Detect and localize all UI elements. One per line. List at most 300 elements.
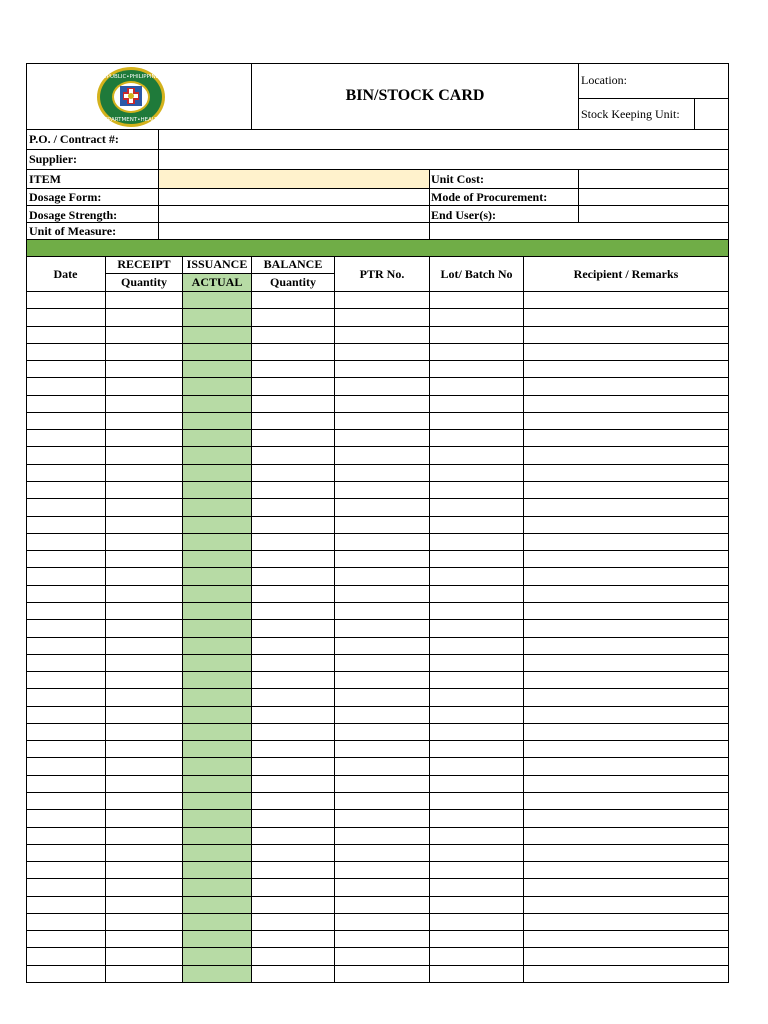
table-cell[interactable] [430, 292, 522, 308]
table-cell[interactable] [183, 309, 250, 325]
po-contract-label: P.O. / Contract #: [29, 132, 119, 146]
table-cell[interactable] [27, 638, 104, 654]
table-cell[interactable] [252, 672, 333, 688]
table-cell[interactable] [524, 327, 727, 343]
table-cell[interactable] [335, 758, 428, 774]
table-cell[interactable] [183, 292, 250, 308]
table-cell[interactable] [430, 862, 522, 878]
table-cell[interactable] [524, 724, 727, 740]
supplier-label: Supplier: [29, 152, 78, 166]
table-cell[interactable] [524, 482, 727, 498]
table-cell[interactable] [183, 482, 250, 498]
table-cell[interactable] [252, 309, 333, 325]
table-cell[interactable] [335, 620, 428, 636]
table-cell[interactable] [106, 465, 181, 481]
table-cell[interactable] [27, 482, 104, 498]
table-cell[interactable] [524, 931, 727, 947]
table-cell[interactable] [27, 655, 104, 671]
table-cell[interactable] [183, 447, 250, 463]
table-cell[interactable] [106, 499, 181, 515]
table-cell[interactable] [524, 430, 727, 446]
table-cell[interactable] [27, 344, 104, 360]
table-cell[interactable] [183, 724, 250, 740]
table-cell[interactable] [27, 914, 104, 930]
table-cell[interactable] [335, 689, 428, 705]
table-cell[interactable] [27, 327, 104, 343]
table-cell[interactable] [335, 517, 428, 533]
table-cell[interactable] [430, 776, 522, 792]
table-cell[interactable] [183, 378, 250, 394]
table-cell[interactable] [252, 396, 333, 412]
table-cell[interactable] [106, 620, 181, 636]
table-cell[interactable] [335, 378, 428, 394]
table-cell[interactable] [524, 638, 727, 654]
unit-cost-input[interactable] [580, 171, 727, 187]
table-cell[interactable] [252, 966, 333, 982]
table-cell[interactable] [106, 897, 181, 913]
sku-input[interactable] [696, 101, 727, 128]
table-cell[interactable] [27, 845, 104, 861]
table-cell[interactable] [430, 655, 522, 671]
table-cell[interactable] [252, 620, 333, 636]
table-cell[interactable] [27, 499, 104, 515]
table-cell[interactable] [335, 586, 428, 602]
table-cell[interactable] [430, 810, 522, 826]
table-cell[interactable] [524, 499, 727, 515]
table-cell[interactable] [335, 603, 428, 619]
table-cell[interactable] [106, 344, 181, 360]
table-cell[interactable] [252, 828, 333, 844]
table-cell[interactable] [106, 793, 181, 809]
table-cell[interactable] [524, 793, 727, 809]
table-cell[interactable] [335, 413, 428, 429]
table-cell[interactable] [430, 914, 522, 930]
table-cell[interactable] [430, 551, 522, 567]
table-cell[interactable] [27, 586, 104, 602]
table-cell[interactable] [335, 655, 428, 671]
table-cell[interactable] [106, 378, 181, 394]
table-cell[interactable] [183, 517, 250, 533]
location-input[interactable] [640, 66, 726, 96]
table-cell[interactable] [430, 447, 522, 463]
table-cell[interactable] [335, 931, 428, 947]
dosage-form-input[interactable] [160, 190, 428, 204]
table-cell[interactable] [106, 309, 181, 325]
table-cell[interactable] [524, 689, 727, 705]
table-cell[interactable] [430, 620, 522, 636]
table-cell[interactable] [183, 707, 250, 723]
table-cell[interactable] [183, 672, 250, 688]
table-cell[interactable] [524, 828, 727, 844]
table-cell[interactable] [252, 378, 333, 394]
table-cell[interactable] [183, 931, 250, 947]
table-cell[interactable] [524, 845, 727, 861]
table-cell[interactable] [183, 344, 250, 360]
table-cell[interactable] [335, 845, 428, 861]
table-cell[interactable] [430, 689, 522, 705]
table-cell[interactable] [106, 603, 181, 619]
table-cell[interactable] [27, 966, 104, 982]
table-cell[interactable] [430, 361, 522, 377]
col-issuance-actual-header: ACTUAL [191, 275, 243, 289]
table-cell[interactable] [183, 430, 250, 446]
table-cell[interactable] [430, 707, 522, 723]
table-cell[interactable] [27, 897, 104, 913]
table-cell[interactable] [524, 534, 727, 550]
table-cell[interactable] [524, 396, 727, 412]
table-cell[interactable] [524, 309, 727, 325]
table-cell[interactable] [27, 672, 104, 688]
col-receipt-quantity-header: Quantity [120, 275, 167, 289]
table-cell[interactable] [27, 430, 104, 446]
table-cell[interactable] [252, 447, 333, 463]
table-cell[interactable] [183, 897, 250, 913]
table-cell[interactable] [183, 966, 250, 982]
table-cell[interactable] [524, 758, 727, 774]
table-cell[interactable] [106, 396, 181, 412]
dosage-form-label: Dosage Form: [29, 190, 102, 204]
table-cell[interactable] [106, 828, 181, 844]
table-cell[interactable] [27, 776, 104, 792]
table-cell[interactable] [252, 482, 333, 498]
table-cell[interactable] [335, 810, 428, 826]
table-cell[interactable] [27, 793, 104, 809]
table-cell[interactable] [106, 948, 181, 964]
table-cell[interactable] [524, 551, 727, 567]
table-cell[interactable] [252, 758, 333, 774]
table-cell[interactable] [252, 430, 333, 446]
table-cell[interactable] [106, 776, 181, 792]
table-cell[interactable] [430, 465, 522, 481]
table-cell[interactable] [252, 689, 333, 705]
table-cell[interactable] [524, 413, 727, 429]
table-cell[interactable] [430, 568, 522, 584]
table-cell[interactable] [252, 914, 333, 930]
table-cell[interactable] [252, 948, 333, 964]
table-cell[interactable] [106, 914, 181, 930]
table-cell[interactable] [430, 948, 522, 964]
table-cell[interactable] [27, 707, 104, 723]
table-cell[interactable] [335, 914, 428, 930]
table-cell[interactable] [106, 534, 181, 550]
table-cell[interactable] [252, 741, 333, 757]
table-cell[interactable] [106, 586, 181, 602]
table-cell[interactable] [430, 931, 522, 947]
col-ptr-header: PTR No. [359, 267, 405, 281]
table-cell[interactable] [27, 447, 104, 463]
table-cell[interactable] [524, 603, 727, 619]
po-contract-input[interactable] [160, 131, 727, 148]
table-cell[interactable] [430, 534, 522, 550]
table-cell[interactable] [183, 568, 250, 584]
table-cell[interactable] [335, 327, 428, 343]
table-cell[interactable] [252, 327, 333, 343]
table-cell[interactable] [252, 845, 333, 861]
table-cell[interactable] [252, 413, 333, 429]
table-cell[interactable] [335, 568, 428, 584]
table-cell[interactable] [335, 862, 428, 878]
table-cell[interactable] [183, 862, 250, 878]
table-cell[interactable] [335, 966, 428, 982]
table-cell[interactable] [252, 568, 333, 584]
table-cell[interactable] [430, 603, 522, 619]
table-cell[interactable] [524, 378, 727, 394]
table-cell[interactable] [27, 828, 104, 844]
table-cell[interactable] [430, 879, 522, 895]
table-cell[interactable] [106, 931, 181, 947]
table-cell[interactable] [430, 413, 522, 429]
table-cell[interactable] [524, 810, 727, 826]
table-cell[interactable] [524, 914, 727, 930]
table-cell[interactable] [106, 966, 181, 982]
table-cell[interactable] [524, 707, 727, 723]
table-cell[interactable] [335, 707, 428, 723]
table-cell[interactable] [335, 724, 428, 740]
table-cell[interactable] [183, 327, 250, 343]
col-recipient-remarks-header: Recipient / Remarks [573, 267, 679, 281]
table-cell[interactable] [183, 586, 250, 602]
table-cell[interactable] [27, 551, 104, 567]
table-cell[interactable] [27, 361, 104, 377]
table-cell[interactable] [335, 672, 428, 688]
table-cell[interactable] [106, 327, 181, 343]
table-cell[interactable] [252, 344, 333, 360]
table-cell[interactable] [183, 534, 250, 550]
table-cell[interactable] [524, 447, 727, 463]
table-cell[interactable] [106, 689, 181, 705]
table-cell[interactable] [183, 879, 250, 895]
table-cell[interactable] [524, 741, 727, 757]
table-cell[interactable] [183, 741, 250, 757]
table-cell[interactable] [335, 776, 428, 792]
table-cell[interactable] [335, 879, 428, 895]
table-cell[interactable] [27, 862, 104, 878]
table-cell[interactable] [430, 966, 522, 982]
table-cell[interactable] [106, 482, 181, 498]
table-cell[interactable] [524, 862, 727, 878]
table-cell[interactable] [183, 603, 250, 619]
table-cell[interactable] [106, 810, 181, 826]
table-cell[interactable] [183, 776, 250, 792]
table-cell[interactable] [106, 517, 181, 533]
table-cell[interactable] [183, 361, 250, 377]
table-cell[interactable] [252, 603, 333, 619]
table-cell[interactable] [252, 517, 333, 533]
end-users-input[interactable] [580, 207, 727, 221]
table-cell[interactable] [524, 568, 727, 584]
table-cell[interactable] [252, 551, 333, 567]
supplier-input[interactable] [160, 151, 727, 168]
table-cell[interactable] [430, 897, 522, 913]
table-cell[interactable] [106, 879, 181, 895]
table-cell[interactable] [430, 586, 522, 602]
table-cell[interactable] [430, 309, 522, 325]
table-cell[interactable] [27, 309, 104, 325]
table-cell[interactable] [430, 638, 522, 654]
table-cell[interactable] [252, 465, 333, 481]
table-cell[interactable] [524, 344, 727, 360]
table-cell[interactable] [27, 517, 104, 533]
table-cell[interactable] [27, 620, 104, 636]
table-cell[interactable] [252, 534, 333, 550]
table-cell[interactable] [252, 879, 333, 895]
table-cell[interactable] [335, 396, 428, 412]
table-cell[interactable] [183, 810, 250, 826]
table-cell[interactable] [335, 292, 428, 308]
table-cell[interactable] [27, 413, 104, 429]
table-cell[interactable] [106, 568, 181, 584]
table-cell[interactable] [27, 603, 104, 619]
table-cell[interactable] [252, 586, 333, 602]
table-cell[interactable] [335, 361, 428, 377]
table-cell[interactable] [252, 724, 333, 740]
table-cell[interactable] [430, 845, 522, 861]
table-cell[interactable] [106, 758, 181, 774]
table-cell[interactable] [430, 378, 522, 394]
table-cell[interactable] [335, 430, 428, 446]
mode-of-procurement-input[interactable] [580, 190, 727, 204]
table-cell[interactable] [524, 672, 727, 688]
table-cell[interactable] [106, 447, 181, 463]
table-cell[interactable] [106, 862, 181, 878]
table-cell[interactable] [335, 793, 428, 809]
table-cell[interactable] [27, 568, 104, 584]
table-cell[interactable] [183, 689, 250, 705]
table-cell[interactable] [252, 292, 333, 308]
table-cell[interactable] [335, 828, 428, 844]
table-cell[interactable] [430, 327, 522, 343]
table-cell[interactable] [183, 499, 250, 515]
table-cell[interactable] [183, 620, 250, 636]
table-cell[interactable] [106, 672, 181, 688]
table-cell[interactable] [106, 413, 181, 429]
table-cell[interactable] [524, 517, 727, 533]
table-cell[interactable] [524, 966, 727, 982]
table-cell[interactable] [27, 758, 104, 774]
table-cell[interactable] [430, 672, 522, 688]
table-cell[interactable] [183, 948, 250, 964]
table-cell[interactable] [252, 776, 333, 792]
table-cell[interactable] [27, 689, 104, 705]
table-cell[interactable] [335, 465, 428, 481]
table-cell[interactable] [183, 758, 250, 774]
table-cell[interactable] [335, 741, 428, 757]
table-cell[interactable] [524, 620, 727, 636]
table-cell[interactable] [430, 741, 522, 757]
table-cell[interactable] [524, 948, 727, 964]
table-cell[interactable] [252, 793, 333, 809]
table-cell[interactable] [183, 655, 250, 671]
table-cell[interactable] [27, 292, 104, 308]
table-cell[interactable] [27, 724, 104, 740]
table-cell[interactable] [524, 292, 727, 308]
table-cell[interactable] [27, 396, 104, 412]
table-cell[interactable] [183, 465, 250, 481]
table-cell[interactable] [430, 499, 522, 515]
table-cell[interactable] [430, 396, 522, 412]
table-cell[interactable] [430, 517, 522, 533]
unit-of-measure-input[interactable] [160, 224, 428, 238]
table-cell[interactable] [183, 396, 250, 412]
table-cell[interactable] [106, 638, 181, 654]
table-cell[interactable] [524, 655, 727, 671]
table-cell[interactable] [524, 586, 727, 602]
table-cell[interactable] [335, 344, 428, 360]
table-cell[interactable] [27, 879, 104, 895]
table-cell[interactable] [524, 897, 727, 913]
table-cell[interactable] [335, 948, 428, 964]
table-cell[interactable] [106, 724, 181, 740]
location-label: Location: [581, 73, 627, 87]
table-cell[interactable] [27, 948, 104, 964]
table-cell[interactable] [183, 551, 250, 567]
table-cell[interactable] [106, 551, 181, 567]
table-cell[interactable] [524, 776, 727, 792]
table-cell[interactable] [252, 810, 333, 826]
table-cell[interactable] [106, 655, 181, 671]
table-cell[interactable] [106, 741, 181, 757]
table-cell[interactable] [335, 309, 428, 325]
table-cell[interactable] [27, 534, 104, 550]
dosage-strength-input[interactable] [160, 207, 428, 221]
table-cell[interactable] [183, 914, 250, 930]
table-cell[interactable] [252, 655, 333, 671]
table-cell[interactable] [106, 292, 181, 308]
table-cell[interactable] [335, 482, 428, 498]
table-cell[interactable] [524, 465, 727, 481]
table-cell[interactable] [524, 361, 727, 377]
table-cell[interactable] [27, 741, 104, 757]
table-cell[interactable] [430, 793, 522, 809]
table-cell[interactable] [183, 845, 250, 861]
table-cell[interactable] [335, 499, 428, 515]
form-title: BIN/STOCK CARD [345, 87, 485, 104]
table-cell[interactable] [27, 378, 104, 394]
table-cell[interactable] [335, 534, 428, 550]
table-cell[interactable] [430, 344, 522, 360]
table-cell[interactable] [430, 430, 522, 446]
table-cell[interactable] [335, 551, 428, 567]
table-cell[interactable] [430, 758, 522, 774]
table-cell[interactable] [252, 638, 333, 654]
col-lot-batch-header: Lot/ Batch No [440, 267, 513, 281]
table-cell[interactable] [106, 707, 181, 723]
table-cell[interactable] [430, 724, 522, 740]
table-cell[interactable] [183, 638, 250, 654]
table-cell[interactable] [430, 828, 522, 844]
table-cell[interactable] [27, 810, 104, 826]
table-cell[interactable] [27, 931, 104, 947]
table-cell[interactable] [183, 413, 250, 429]
table-cell[interactable] [252, 862, 333, 878]
table-cell[interactable] [106, 845, 181, 861]
table-cell[interactable] [252, 931, 333, 947]
table-cell[interactable] [106, 430, 181, 446]
table-cell[interactable] [183, 793, 250, 809]
table-cell[interactable] [252, 361, 333, 377]
table-cell[interactable] [335, 447, 428, 463]
table-cell[interactable] [335, 897, 428, 913]
table-cell[interactable] [524, 879, 727, 895]
table-cell[interactable] [252, 707, 333, 723]
table-cell[interactable] [106, 361, 181, 377]
table-cell[interactable] [183, 828, 250, 844]
table-cell[interactable] [252, 897, 333, 913]
table-cell[interactable] [27, 465, 104, 481]
table-cell[interactable] [335, 638, 428, 654]
table-cell[interactable] [252, 499, 333, 515]
table-cell[interactable] [430, 482, 522, 498]
